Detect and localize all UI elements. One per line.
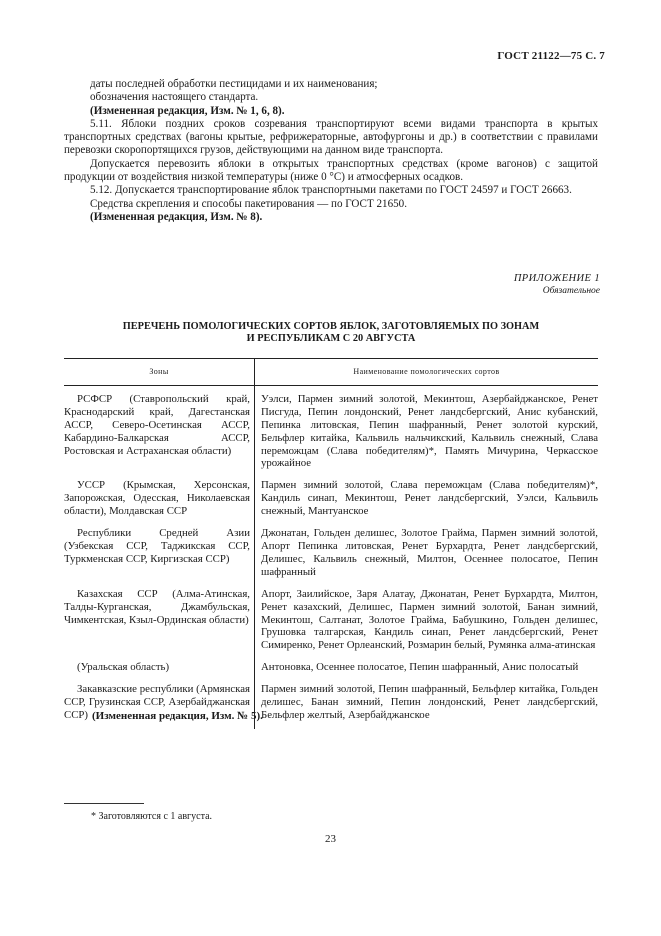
- table-row: [64, 661, 598, 683]
- paragraph: 5.12. Допускается транспортирование яблок транспортными пакетами по ГОСТ 24597 и ГОСТ 26663.: [90, 184, 572, 197]
- footnote: * Заготовляются с 1 августа.: [91, 811, 213, 822]
- appendix-subtitle: Обязательное: [542, 286, 600, 296]
- zone-name: РСФСР (Ставропольский край, Краснодарский край, Дагестанская АССР, Северо-Осетинская АССР, Кабардино-Балкарская АССР, Ростовская и Астраханская области): [64, 392, 250, 457]
- varieties-cell: Антоновка, Осеннее полосатое, Пепин шафранный, Анис полосатый: [261, 661, 579, 674]
- paragraph: обозначения настоящего стандарта.: [90, 91, 259, 104]
- amendment-note: (Измененная редакция, Изм. № 1, 6, 8).: [90, 104, 285, 117]
- appendix-title: ПРИЛОЖЕНИЕ 1: [513, 273, 600, 284]
- zone-cell: [64, 385, 255, 479]
- zone-name: УССР (Крымская, Херсонская, Запорожская, Одесская, Николаевская области), Молдавская ССР: [64, 479, 250, 518]
- paragraph: Средства скрепления и способы пакетирования — по ГОСТ 21650.: [90, 197, 408, 210]
- table-row: [64, 479, 598, 527]
- zone-name: Закавказские республики (Армянская ССР, Грузинская ССР, Азербайджанская ССР): [64, 683, 250, 721]
- zones-table: [64, 358, 598, 729]
- zone-cell: [64, 527, 255, 588]
- column-header-zones: Зоны: [64, 359, 255, 386]
- zone-name: Республики Средней Азии (Узбекская ССР, Таджикская ССР, Туркменская ССР, Киргизская ССР): [64, 527, 250, 565]
- column-header-varieties: Наименование помологических сортов: [255, 359, 599, 386]
- zone-cell: [64, 479, 255, 527]
- table-title: [64, 321, 598, 345]
- varieties-cell: Уэлси, Пармен зимний золотой, Мекинтош, Азербайджанское, Ренет Писгуда, Пепин лондонский, Ренет ландсбергский, Анис кубанский, Пепинка литовская, Пепин шафранный, Ренет золотой курский, Бельфлер китайка, Кальвиль нальчикский, Кальвиль снежный, Слава переможцам (Слава победителям)*, Память Мичурина, Черкасское урожайное: [261, 392, 598, 470]
- amendment-note: (Измененная редакция, Изм. № 5).: [92, 710, 263, 722]
- zone-cell: [64, 661, 255, 683]
- page-number: 23: [325, 833, 336, 845]
- amendment-note: (Измененная редакция, Изм. № 8).: [90, 210, 263, 223]
- table-title-line: И РЕСПУБЛИКАМ С 20 АВГУСТА: [246, 333, 416, 344]
- table-header-row: [64, 359, 598, 386]
- varieties-cell: Пармен зимний золотой, Пепин шафранный, Бельфлер китайка, Гольден делишес, Банан зимний, Пепин лондонский, Ренет ландсбергский, Бельфлер желтый, Азербайджанское: [261, 683, 598, 721]
- table-row: [64, 588, 598, 662]
- page-header: ГОСТ 21122—75 С. 7: [497, 50, 605, 62]
- appendix-label: [514, 272, 600, 298]
- zone-name: Казахская ССР (Алма-Атинская, Талды-Курганская, Джамбульская, Чимкентская, Кзыл-Ординская области): [64, 587, 250, 626]
- varieties-cell: Апорт, Заилийское, Заря Алатау, Джонатан, Ренет Бурхардта, Милтон, Ренет казахский, Делишес, Пармен зимний золотой, Банан зимний, Мекинтош, Салтанат, Золотое Грайма, Бабушкино, Гольден делишес, Грушовка талгарская, Кандиль синап, Ренет ландсбергский, Ренет Симиренко, Ренет Орлеанский, Розмарин белый, Румянка алма-атинская: [261, 587, 598, 652]
- footnote-divider: [64, 803, 144, 804]
- varieties-cell: Пармен зимний золотой, Слава переможцам (Слава победителям)*, Кандиль синап, Мекинтош, Ренет ландсбергский, Уэлси, Кальвиль снежный, Мантуанское: [261, 479, 598, 518]
- paragraph: даты последней обработки пестицидами и их наименования;: [90, 78, 378, 90]
- paragraph: 5.11. Яблоки поздних сроков созревания транспортируют всеми видами транспорта в крытых транспортных средствах (вагоны крытые, рефрижераторные, автофургоны и др.) в соответствии с правилами перевозки скоропортящихся грузов, действующими на данном виде транспорта.: [64, 117, 598, 157]
- table-title-line: ПЕРЕЧЕНЬ ПОМОЛОГИЧЕСКИХ СОРТОВ ЯБЛОК, ЗАГОТОВЛЯЕМЫХ ПО ЗОНАМ: [122, 321, 540, 332]
- table-row: [64, 385, 598, 479]
- table-row: [64, 527, 598, 588]
- body-text: [64, 78, 598, 224]
- varieties-cell: Джонатан, Гольден делишес, Золотое Грайма, Пармен зимний золотой, Апорт Пепинка литовская, Ренет Бурхардта, Ренет ландсбергский, Делишес, Кальвиль снежный, Милтон, Осеннее полосатое, Пепин шафранный: [261, 527, 598, 578]
- zone-name: (Уральская область): [77, 661, 170, 674]
- paragraph: Допускается перевозить яблоки в открытых транспортных средствах (кроме вагонов) с защитой продукции от воздействия низкой температуры (ниже 0 °С) и атмосферных осадков.: [64, 157, 598, 184]
- zone-cell: [64, 588, 255, 662]
